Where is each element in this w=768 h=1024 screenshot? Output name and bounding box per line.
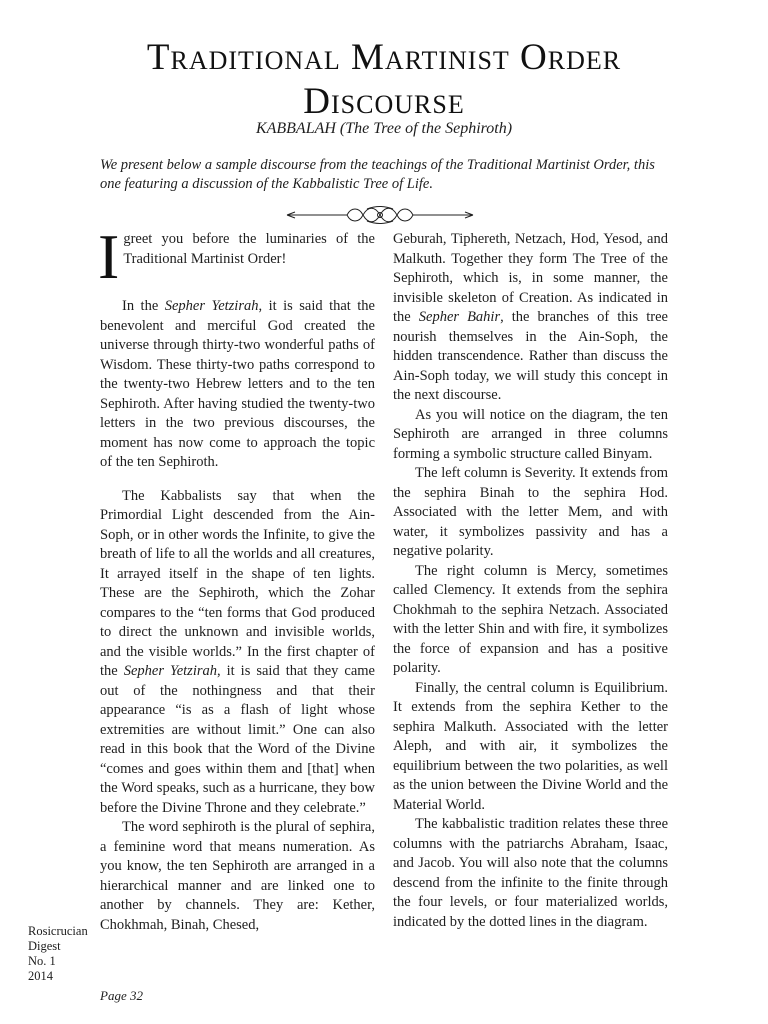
sidebar-line: No. 1 — [28, 954, 56, 968]
drop-cap: I — [98, 221, 120, 292]
body-paragraph — [100, 297, 375, 473]
book-title: Sepher Yetzirah — [123, 663, 217, 679]
publication-sidebar — [28, 924, 92, 984]
ornament-divider-icon — [285, 205, 475, 225]
body-paragraph: The kabbalistic tradition relates these three columns with the patriarchs Abraham, Isaac, and Jacob. You will also note that the columns descend from the infinite to the finite through the four levels, or four materialized worlds, indicated by the dotted lines in the diagram. — [393, 816, 668, 930]
book-title: Sepher Yetzirah — [164, 298, 259, 314]
greeting-paragraph — [98, 221, 375, 292]
body-paragraph: Finally, the central column is Equilibrium. It extends from the sephira Kether to the sephira Malkuth. Associated with the letter Aleph, and with air, it symbolizes the equilibrium between the two polarities, as well as the union between the Divine World and the Material World. — [393, 679, 668, 813]
body-paragraph: The left column is Severity. It extends from the sephira Binah to the sephira Hod. Associated with the letter Mem, and with water, it symbolizes passivity and has a negative polarity. — [393, 465, 668, 559]
text-run: , it is said that the benevolent and merciful God created the universe through thirty-two wonderful paths of Wisdom. These thirty-two paths correspond to the twenty-two Hebrew letters and to the ten Sephiroth. After having studied the twenty-two letters in the two previous discourses, the moment has now come to approach the topic of the ten Sephiroth. — [100, 298, 375, 470]
subtitle: KABBALAH (The Tree of the Sephiroth) — [255, 120, 513, 137]
sidebar-line: 2014 — [28, 969, 53, 983]
right-column — [393, 230, 668, 932]
book-title: Sepher Bahir — [418, 309, 501, 325]
sidebar-line: Rosicrucian — [28, 924, 88, 938]
intro-paragraph: We present below a sample discourse from the teachings of the Traditional Martinist Order, this one featuring a discussion of the Kabbalistic Tree of Life. — [100, 157, 655, 192]
text-run: , it is said that they came out of the nothingness and that their appearance “is as a flash of light whose extremities are without limit.” One can also read in this book that the Word of the Divine “comes and goes within them and [that] when the Word speaks, such as a hurricane, they bow before the Divine Throne and they celebrate.” — [100, 663, 375, 816]
page-title — [60, 36, 708, 124]
sidebar-line: Digest — [28, 939, 61, 953]
body-paragraph: As you will notice on the diagram, the ten Sephiroth are arranged in three columns forming a symbolic structure called Binyam. — [393, 406, 668, 462]
title-line-1: Traditional Martinist Order — [146, 37, 622, 78]
page-number: Page 32 — [100, 988, 143, 1003]
body-paragraph: The word sephiroth is the plural of sephira, a feminine word that means numeration. As you know, the ten Sephiroth are arranged in a hierarchical manner and are linked one to another by channels. They are: Kether, Chokhmah, Binah, Chesed, — [100, 819, 375, 933]
title-line-2: Discourse — [303, 81, 465, 122]
text-run: , the branches of this tree nourish themselves in the Ain-Soph, the hidden transcendence. Rather than discuss the Ain-Soph today, we will study this concept in the next discourse. — [393, 309, 668, 403]
text-run: The Kabbalists say that when the Primordial Light descended from the Ain-Soph, or in other words the Infinite, to give the breath of life to all the worlds and all creatures, It arrayed itself in the shape of ten lights. These are the Sephiroth, which the Zohar compares to the “ten forms that God produced to direct the unknown and invisible worlds, and the visible worlds.” In the first chapter of the — [100, 487, 375, 679]
body-paragraph — [100, 487, 375, 819]
body-paragraph: The right column is Mercy, sometimes called Clemency. It extends from the sephira Chokhmah to the sephira Netzach. Associated with the letter Shin and with fire, it symbolizes the force of expansion and has a positive polarity. — [393, 562, 668, 676]
body-paragraph — [393, 230, 668, 406]
left-column — [98, 221, 375, 935]
text-run: In the — [122, 298, 165, 314]
text-run: Geburah, Tiphereth, Netzach, Hod, Yesod, and Malkuth. Together they form The Tree of the Sephiroth, which is, in some manner, the invisible skeleton of Creation. As indicated in the — [393, 231, 668, 325]
greeting-text: greet you before the luminaries of the Traditional Martinist Order! — [123, 231, 375, 267]
